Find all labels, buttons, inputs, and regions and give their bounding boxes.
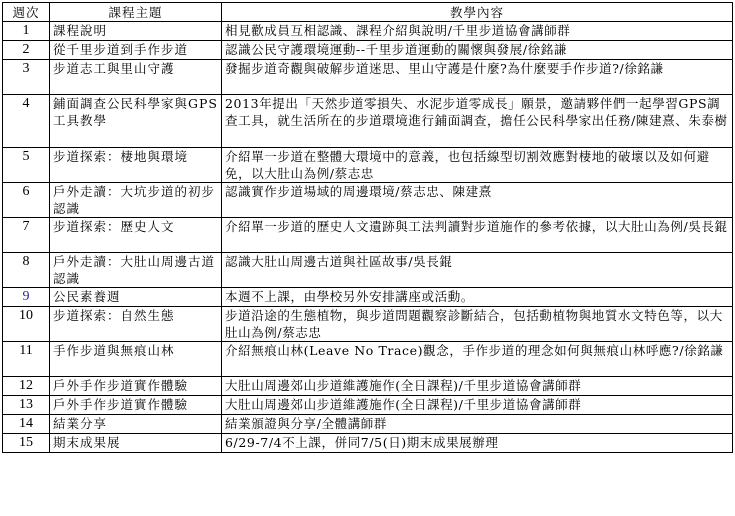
week-number: 8	[3, 253, 50, 288]
header-topic: 課程主題	[50, 3, 222, 22]
week-number: 11	[3, 342, 50, 377]
syllabus-table	[2, 2, 733, 453]
course-topic: 戶外走讀：大坑步道的初步認識	[50, 183, 222, 218]
week-number: 9	[3, 288, 50, 307]
course-topic: 鋪面調查公民科學家與GPS工具教學	[50, 95, 222, 148]
course-topic: 戶外走讀：大肚山周邊古道認識	[50, 253, 222, 288]
table-row	[3, 434, 733, 453]
table-row	[3, 377, 733, 396]
week-number: 13	[3, 396, 50, 415]
week-number: 4	[3, 95, 50, 148]
week-number: 3	[3, 60, 50, 95]
course-topic: 步道志工與里山守護	[50, 60, 222, 95]
course-content: 認識實作步道場域的周邊環境/蔡志忠、陳建熹	[222, 183, 733, 218]
table-row	[3, 253, 733, 288]
header-content: 教學內容	[222, 3, 733, 22]
course-content: 大肚山周邊郊山步道維護施作(全日課程)/千里步道協會講師群	[222, 396, 733, 415]
course-content: 介紹無痕山林(Leave No Trace)觀念，手作步道的理念如何與無痕山林呼應?/徐銘謙	[222, 342, 733, 377]
table-row	[3, 288, 733, 307]
course-content: 相見歡成員互相認識、課程介紹與說明/千里步道協會講師群	[222, 22, 733, 41]
week-number: 12	[3, 377, 50, 396]
course-content: 介紹單一步道的歷史人文遺跡與工法判讀對步道施作的參考依據，以大肚山為例/吳長錕	[222, 218, 733, 253]
course-topic: 戶外手作步道實作體驗	[50, 396, 222, 415]
course-topic: 步道探索：自然生態	[50, 307, 222, 342]
table-row	[3, 218, 733, 253]
week-number: 2	[3, 41, 50, 60]
course-topic: 結業分享	[50, 415, 222, 434]
table-row	[3, 148, 733, 183]
course-content: 認識大肚山周邊古道與社區故事/吳長錕	[222, 253, 733, 288]
course-content: 結業頒證與分享/全體講師群	[222, 415, 733, 434]
table-row	[3, 183, 733, 218]
table-row	[3, 396, 733, 415]
table-row	[3, 342, 733, 377]
week-number: 14	[3, 415, 50, 434]
header-week: 週次	[3, 3, 50, 22]
course-topic: 步道探索：棲地與環境	[50, 148, 222, 183]
week-number: 5	[3, 148, 50, 183]
course-content: 介紹單一步道在整體大環境中的意義，也包括線型切割效應對棲地的破壞以及如何避免，以大肚山為例/蔡志忠	[222, 148, 733, 183]
course-topic: 手作步道與無痕山林	[50, 342, 222, 377]
course-topic: 課程說明	[50, 22, 222, 41]
table-row	[3, 60, 733, 95]
week-number: 10	[3, 307, 50, 342]
course-content: 本週不上課，由學校另外安排講座或活動。	[222, 288, 733, 307]
table-row	[3, 95, 733, 148]
course-content: 2013年提出「天然步道零損失、水泥步道零成長」願景，邀請夥伴們一起學習GPS調查工具，就生活所在的步道環境進行鋪面調查，擔任公民科學家出任務/陳建熹、朱泰樹	[222, 95, 733, 148]
course-topic: 戶外手作步道實作體驗	[50, 377, 222, 396]
week-number: 6	[3, 183, 50, 218]
table-row	[3, 415, 733, 434]
week-number: 15	[3, 434, 50, 453]
course-content: 發掘步道奇觀與破解步道迷思、里山守護是什麼?為什麼要手作步道?/徐銘謙	[222, 60, 733, 95]
course-topic: 從千里步道到手作步道	[50, 41, 222, 60]
course-topic: 步道探索：歷史人文	[50, 218, 222, 253]
table-row	[3, 22, 733, 41]
table-row	[3, 41, 733, 60]
header-row	[3, 3, 733, 22]
week-number: 7	[3, 218, 50, 253]
course-topic: 公民素養週	[50, 288, 222, 307]
course-content: 步道沿途的生態植物，與步道問題觀察診斷結合，包括動植物與地質水文特色等，以大肚山為例/蔡志忠	[222, 307, 733, 342]
table-row	[3, 307, 733, 342]
course-content: 6/29-7/4不上課，併同7/5(日)期末成果展辦理	[222, 434, 733, 453]
course-topic: 期末成果展	[50, 434, 222, 453]
week-number: 1	[3, 22, 50, 41]
course-content: 大肚山周邊郊山步道維護施作(全日課程)/千里步道協會講師群	[222, 377, 733, 396]
course-content: 認識公民守護環境運動--千里步道運動的關懷與發展/徐銘謙	[222, 41, 733, 60]
